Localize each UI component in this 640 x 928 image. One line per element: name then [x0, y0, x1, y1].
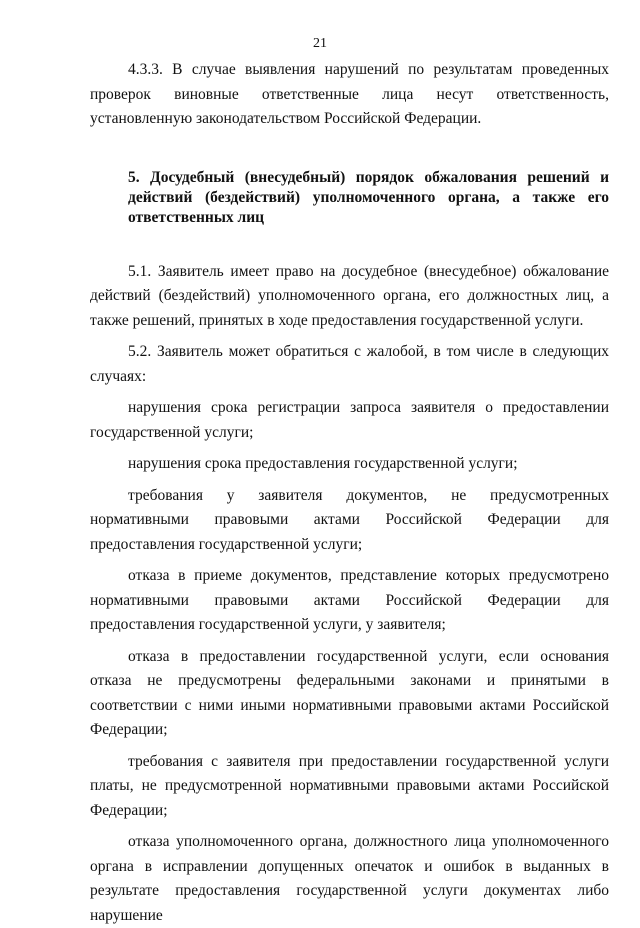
spacer [90, 557, 609, 564]
spacer [90, 228, 609, 260]
case-item: нарушения срока предоставления государственной услуги; [128, 455, 518, 472]
spacer [90, 638, 609, 645]
spacer [90, 132, 609, 168]
document-body [90, 58, 609, 928]
spacer [90, 333, 609, 340]
page-number: 21 [313, 36, 327, 51]
spacer [90, 823, 609, 830]
paragraph-4-3-3: 4.3.3. В случае выявления нарушений по результатам проведенных проверок виновные ответственные лица несут ответственность, установленную законодательством Российской Федерации. [90, 61, 609, 127]
case-item: требования у заявителя документов, не предусмотренных нормативными правовыми актами Российской Федерации для предоставления государственной услуги; [90, 486, 609, 553]
case-item: нарушения срока регистрации запроса заявителя о предоставлении государственной услуги; [90, 399, 609, 441]
spacer [90, 445, 609, 452]
paragraph-5-1: 5.1. Заявитель имеет право на досудебное (внесудебное) обжалование действий (бездействий) уполномоченного органа, его должностных лиц, а также решений, принятых в ходе предоставления государственной услуги. [90, 262, 609, 329]
case-item: отказа в предоставлении государственной услуги, если основания отказа не предусмотрены федеральными законами и принятыми в соответствии с ними иными нормативными правовыми актами Российской Федерации; [90, 647, 609, 738]
section-heading: 5. Досудебный (внесудебный) порядок обжалования решений и действий (бездействий) уполномоченного органа, а также его ответственных лиц [128, 168, 609, 226]
case-item: требования с заявителя при предоставлении государственной услуги платы, не предусмотренной нормативными правовыми актами Российской Федерации; [90, 752, 609, 819]
case-item: отказа в приеме документов, представление которых предусмотрено нормативными правовыми актами Российской Федерации для предоставления государственной услуги, у заявителя; [90, 567, 609, 633]
spacer [90, 389, 609, 396]
spacer [90, 477, 609, 484]
case-item: отказа уполномоченного органа, должностного лица уполномоченного органа в исправлении допущенных опечаток и ошибок в выданных в результате предоставления государственной услуги документах либо нарушение [90, 833, 609, 924]
spacer [90, 743, 609, 750]
paragraph-5-2: 5.2. Заявитель может обратиться с жалобой, в том числе в следующих случаях: [90, 343, 609, 385]
